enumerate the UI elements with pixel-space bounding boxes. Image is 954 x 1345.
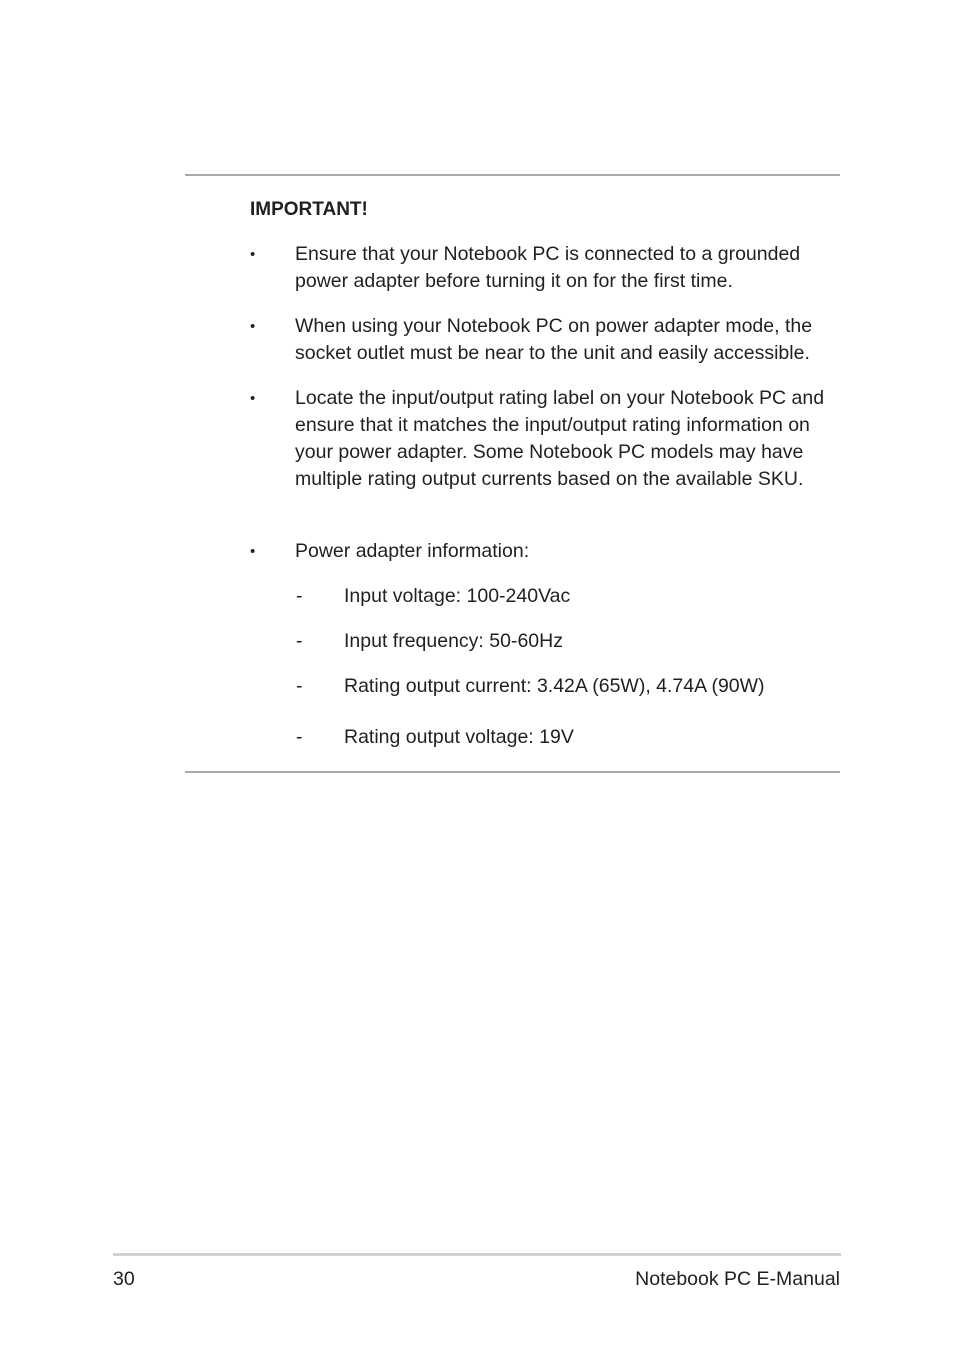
bullet-marker: • — [250, 318, 256, 335]
footer-divider — [113, 1253, 841, 1256]
dash-marker: - — [296, 630, 303, 652]
bullet-marker: • — [250, 543, 256, 560]
important-heading: IMPORTANT! — [250, 199, 368, 220]
notice-item-adapter-info: Power adapter information: — [295, 540, 530, 562]
adapter-output-voltage: Rating output voltage: 19V — [344, 726, 574, 748]
adapter-output-current: Rating output current: 3.42A (65W), 4.74A (90W) — [344, 675, 765, 697]
bullet-marker: • — [250, 390, 256, 407]
bottom-divider — [185, 771, 840, 773]
adapter-input-frequency: Input frequency: 50-60Hz — [344, 630, 563, 652]
dash-marker: - — [296, 726, 303, 748]
dash-marker: - — [296, 585, 303, 607]
dash-marker: - — [296, 675, 303, 697]
notice-item-rating-label: Locate the input/output rating label on your Notebook PC and ensure that it matches the input/output rating information on your power adapter. Some Notebook PC models may have multiple rating output currents based on the available SKU. — [295, 387, 825, 490]
notice-item-socket: When using your Notebook PC on power adapter mode, the socket outlet must be near to the unit and easily accessible. — [295, 315, 813, 364]
top-divider — [185, 174, 840, 176]
bullet-marker: • — [250, 246, 256, 263]
notice-item-grounded: Ensure that your Notebook PC is connected to a grounded power adapter before turning it on for the first time. — [295, 243, 801, 292]
adapter-input-voltage: Input voltage: 100-240Vac — [344, 585, 571, 607]
manual-title: Notebook PC E-Manual — [635, 1268, 840, 1290]
page-number: 30 — [113, 1268, 135, 1290]
